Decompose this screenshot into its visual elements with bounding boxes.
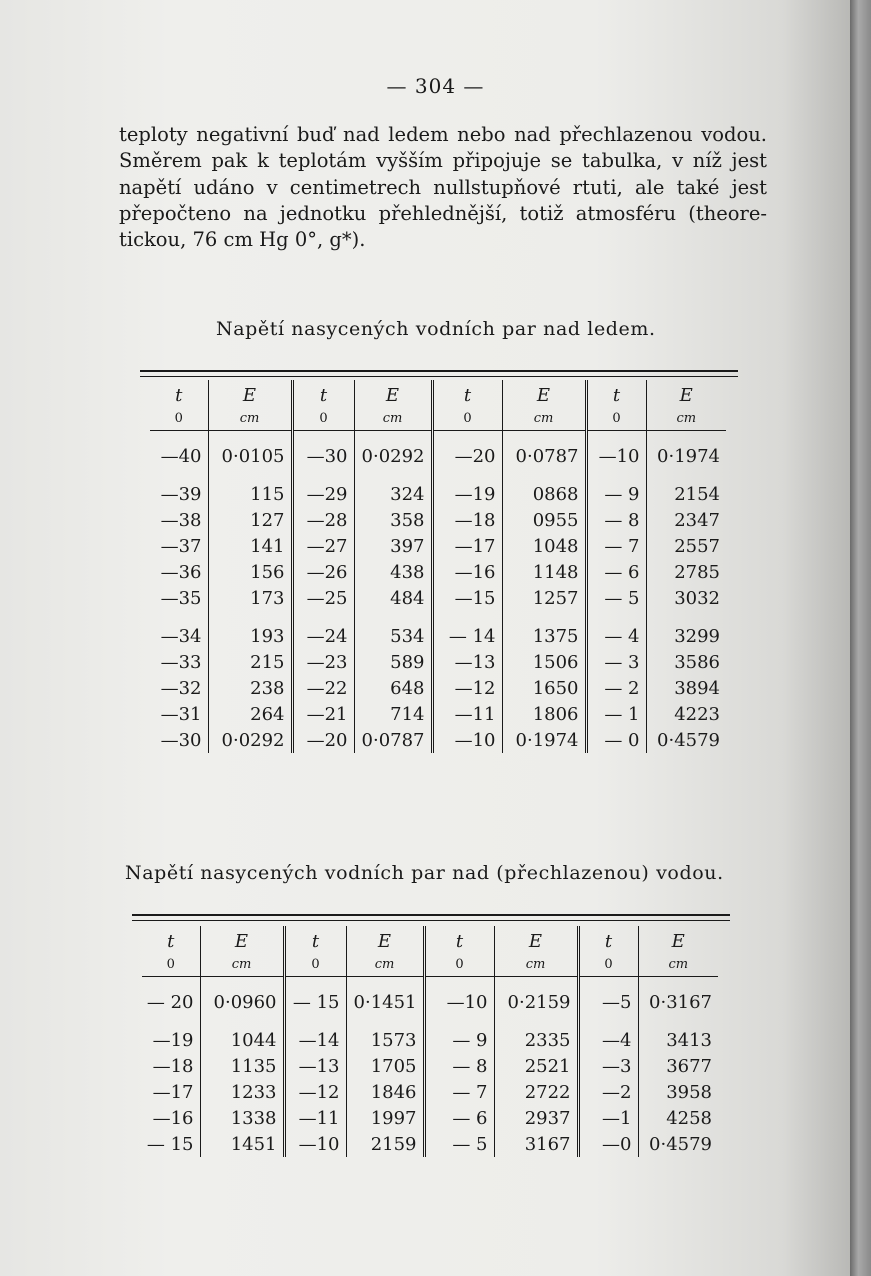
temperature-cell: —37 <box>160 535 202 557</box>
pressure-cell: 3958 <box>638 1079 718 1105</box>
temperature-cell: — 9 <box>424 1027 494 1053</box>
paragraph-line: tickou, 76 cm Hg 0°, g*). <box>119 228 366 252</box>
pressure-cell: 0·2159 <box>494 989 578 1015</box>
temperature-cell: —12 <box>432 675 502 701</box>
pressure-cell: 3413 <box>638 1027 718 1053</box>
temperature-cell: — 4 <box>586 623 646 649</box>
table-row <box>150 533 726 559</box>
table2-title: Napětí nasycených vodních par nad (přechlazenou) vodou. <box>125 862 724 884</box>
pressure-cell: 0·1974 <box>646 443 726 469</box>
pressure-cell: 1573 <box>346 1027 424 1053</box>
pressure-cell: 0·0787 <box>354 727 432 753</box>
table2-top-rule-thin <box>132 920 730 921</box>
temperature-cell: — 14 <box>432 623 502 649</box>
pressure-cell: 2937 <box>494 1105 578 1131</box>
pressure-cell: 1233 <box>200 1079 284 1105</box>
temperature-cell: —12 <box>284 1079 346 1105</box>
temperature-cell: —17 <box>432 533 502 559</box>
table-row <box>150 507 726 533</box>
pressure-cell: 238 <box>208 675 292 701</box>
temperature-cell: —34 <box>160 625 202 647</box>
pressure-cell: 156 <box>208 559 292 585</box>
intro-paragraph <box>119 122 767 253</box>
pressure-cell: 1705 <box>346 1053 424 1079</box>
column-unit: 0 <box>292 406 354 431</box>
table1-title: Napětí nasycených vodních par nad ledem. <box>216 318 656 340</box>
pressure-cell: 1997 <box>346 1105 424 1131</box>
pressure-cell: 589 <box>354 649 432 675</box>
temperature-cell: — 15 <box>146 1133 194 1155</box>
temperature-cell: —10 <box>424 989 494 1015</box>
paragraph-line: teploty negativní buď nad ledem nebo nad přechlazenou vodou. <box>119 123 767 146</box>
table-row <box>150 481 726 507</box>
temperature-cell: —19 <box>432 481 502 507</box>
pressure-cell: 193 <box>208 623 292 649</box>
column-header: E <box>354 380 432 406</box>
temperature-cell: —23 <box>292 649 354 675</box>
book-spine <box>850 0 871 1276</box>
temperature-cell: —4 <box>578 1027 638 1053</box>
column-unit: 0 <box>166 956 175 972</box>
temperature-cell: — 7 <box>424 1079 494 1105</box>
temperature-cell: — 5 <box>586 585 646 611</box>
pressure-cell: 2722 <box>494 1079 578 1105</box>
column-header: E <box>494 926 578 952</box>
temperature-cell: —28 <box>292 507 354 533</box>
temperature-cell: — 8 <box>424 1053 494 1079</box>
temperature-cell: —10 <box>432 727 502 753</box>
column-unit: cm <box>354 406 432 431</box>
temperature-cell: — 8 <box>586 507 646 533</box>
pressure-cell: 3299 <box>646 623 726 649</box>
pressure-cell: 115 <box>208 481 292 507</box>
column-header: t <box>578 926 638 952</box>
temperature-cell: —20 <box>292 727 354 753</box>
column-unit: 0 <box>586 406 646 431</box>
pressure-cell: 141 <box>208 533 292 559</box>
temperature-cell: —19 <box>152 1029 194 1051</box>
temperature-cell: — 15 <box>284 989 346 1015</box>
temperature-cell: —31 <box>160 703 202 725</box>
column-unit: 0 <box>424 952 494 977</box>
pressure-cell: 484 <box>354 585 432 611</box>
table-row <box>142 1079 718 1105</box>
pressure-cell: 3586 <box>646 649 726 675</box>
temperature-cell: —38 <box>160 509 202 531</box>
pressure-cell: 3894 <box>646 675 726 701</box>
column-unit: cm <box>502 406 586 431</box>
temperature-cell: —16 <box>432 559 502 585</box>
pressure-cell: 1650 <box>502 675 586 701</box>
pressure-cell: 648 <box>354 675 432 701</box>
table1-top-rule-thin <box>140 376 738 377</box>
temperature-cell: —10 <box>284 1131 346 1157</box>
column-unit: 0 <box>174 410 183 426</box>
temperature-cell: —27 <box>292 533 354 559</box>
temperature-cell: —10 <box>586 443 646 469</box>
column-header: E <box>646 380 726 406</box>
column-header: E <box>638 926 718 952</box>
temperature-cell: —11 <box>284 1105 346 1131</box>
pressure-cell: 1135 <box>200 1053 284 1079</box>
temperature-cell: —26 <box>292 559 354 585</box>
pressure-cell: 1451 <box>200 1131 284 1157</box>
pressure-cell: 324 <box>354 481 432 507</box>
table-row <box>150 701 726 727</box>
column-unit: cm <box>638 952 718 977</box>
pressure-cell: 1148 <box>502 559 586 585</box>
column-header: t <box>175 385 183 406</box>
temperature-cell: —3 <box>578 1053 638 1079</box>
temperature-cell: —40 <box>160 445 202 467</box>
pressure-cell: 3032 <box>646 585 726 611</box>
column-header: t <box>284 926 346 952</box>
table-row <box>142 1027 718 1053</box>
pressure-cell: 0·0292 <box>208 727 292 753</box>
temperature-cell: — 2 <box>586 675 646 701</box>
pressure-cell: 0·4579 <box>638 1131 718 1157</box>
pressure-cell: 2335 <box>494 1027 578 1053</box>
pressure-cell: 0868 <box>502 481 586 507</box>
pressure-cell: 714 <box>354 701 432 727</box>
pressure-cell: 215 <box>208 649 292 675</box>
pressure-cell: 4258 <box>638 1105 718 1131</box>
column-header: t <box>292 380 354 406</box>
temperature-cell: —14 <box>284 1027 346 1053</box>
temperature-cell: —30 <box>292 443 354 469</box>
pressure-cell: 0·0787 <box>502 443 586 469</box>
pressure-cell: 0·1451 <box>346 989 424 1015</box>
column-unit: 0 <box>284 952 346 977</box>
table-row <box>150 585 726 611</box>
pressure-cell: 534 <box>354 623 432 649</box>
pressure-cell: 1044 <box>200 1027 284 1053</box>
temperature-cell: —25 <box>292 585 354 611</box>
column-header: t <box>424 926 494 952</box>
pressure-cell: 358 <box>354 507 432 533</box>
paragraph-line: přepočteno na jednotku přehlednější, totiž atmosféru (theore- <box>119 201 767 225</box>
pressure-cell: 1846 <box>346 1079 424 1105</box>
pressure-cell: 3677 <box>638 1053 718 1079</box>
table1-top-rule <box>140 370 738 372</box>
table-row <box>150 675 726 701</box>
pressure-cell: 127 <box>208 507 292 533</box>
pressure-cell: 1257 <box>502 585 586 611</box>
temperature-cell: —13 <box>284 1053 346 1079</box>
pressure-cell: 2154 <box>646 481 726 507</box>
table-row <box>150 443 726 469</box>
temperature-cell: — 1 <box>586 701 646 727</box>
pressure-cell: 397 <box>354 533 432 559</box>
temperature-cell: —20 <box>432 443 502 469</box>
table-row <box>142 1131 718 1157</box>
temperature-cell: —32 <box>160 677 202 699</box>
pressure-cell: 264 <box>208 701 292 727</box>
table-row <box>150 559 726 585</box>
pressure-cell: 0·1974 <box>502 727 586 753</box>
column-header: E <box>502 380 586 406</box>
temperature-cell: — 20 <box>146 991 194 1013</box>
pressure-cell: 1806 <box>502 701 586 727</box>
temperature-cell: — 9 <box>586 481 646 507</box>
column-header: t <box>432 380 502 406</box>
table-row <box>142 1053 718 1079</box>
column-unit: cm <box>208 406 292 431</box>
column-header: E <box>200 926 284 952</box>
column-header: t <box>586 380 646 406</box>
table2-top-rule <box>132 914 730 916</box>
table-row <box>142 1105 718 1131</box>
pressure-cell: 0·4579 <box>646 727 726 753</box>
pressure-cell: 2785 <box>646 559 726 585</box>
table-row <box>150 623 726 649</box>
temperature-cell: —33 <box>160 651 202 673</box>
temperature-cell: —18 <box>152 1055 194 1077</box>
temperature-cell: — 6 <box>424 1105 494 1131</box>
temperature-cell: —35 <box>160 587 202 609</box>
column-unit: cm <box>346 952 424 977</box>
paragraph-line: napětí udáno v centimetrech nullstupňové rtuti, ale také jest <box>119 175 767 199</box>
table-row <box>142 989 718 1015</box>
temperature-cell: —1 <box>578 1105 638 1131</box>
table-row <box>150 727 726 753</box>
pressure-cell: 0·0292 <box>354 443 432 469</box>
table-row <box>150 649 726 675</box>
pressure-cell: 438 <box>354 559 432 585</box>
temperature-cell: —21 <box>292 701 354 727</box>
pressure-cell: 0955 <box>502 507 586 533</box>
table1 <box>150 380 726 753</box>
temperature-cell: —5 <box>578 989 638 1015</box>
pressure-cell: 0·0960 <box>200 989 284 1015</box>
column-unit: 0 <box>432 406 502 431</box>
temperature-cell: —2 <box>578 1079 638 1105</box>
page-number: — 304 — <box>386 74 485 98</box>
temperature-cell: — 3 <box>586 649 646 675</box>
temperature-cell: — 0 <box>586 727 646 753</box>
temperature-cell: —22 <box>292 675 354 701</box>
pressure-cell: 1048 <box>502 533 586 559</box>
temperature-cell: — 5 <box>424 1131 494 1157</box>
temperature-cell: —30 <box>160 729 202 751</box>
pressure-cell: 2347 <box>646 507 726 533</box>
column-unit: cm <box>646 406 726 431</box>
pressure-cell: 4223 <box>646 701 726 727</box>
temperature-cell: —39 <box>160 483 202 505</box>
temperature-cell: — 6 <box>586 559 646 585</box>
temperature-cell: —17 <box>152 1081 194 1103</box>
pressure-cell: 1375 <box>502 623 586 649</box>
column-header: E <box>208 380 292 406</box>
temperature-cell: —11 <box>432 701 502 727</box>
pressure-cell: 1338 <box>200 1105 284 1131</box>
column-unit: cm <box>494 952 578 977</box>
pressure-cell: 1506 <box>502 649 586 675</box>
column-header: E <box>346 926 424 952</box>
temperature-cell: — 7 <box>586 533 646 559</box>
column-header: t <box>167 931 175 952</box>
pressure-cell: 0·3167 <box>638 989 718 1015</box>
pressure-cell: 0·0105 <box>208 443 292 469</box>
paragraph-line: Směrem pak k teplotám vyšším připojuje se tabulka, v níž jest <box>119 149 767 173</box>
pressure-cell: 2521 <box>494 1053 578 1079</box>
pressure-cell: 3167 <box>494 1131 578 1157</box>
temperature-cell: —18 <box>432 507 502 533</box>
table2 <box>142 926 718 1157</box>
column-unit: cm <box>200 952 284 977</box>
column-unit: 0 <box>578 952 638 977</box>
pressure-cell: 2159 <box>346 1131 424 1157</box>
temperature-cell: —13 <box>432 649 502 675</box>
temperature-cell: —36 <box>160 561 202 583</box>
temperature-cell: —24 <box>292 623 354 649</box>
temperature-cell: —15 <box>432 585 502 611</box>
pressure-cell: 173 <box>208 585 292 611</box>
temperature-cell: —16 <box>152 1107 194 1129</box>
pressure-cell: 2557 <box>646 533 726 559</box>
temperature-cell: —0 <box>578 1131 638 1157</box>
temperature-cell: —29 <box>292 481 354 507</box>
